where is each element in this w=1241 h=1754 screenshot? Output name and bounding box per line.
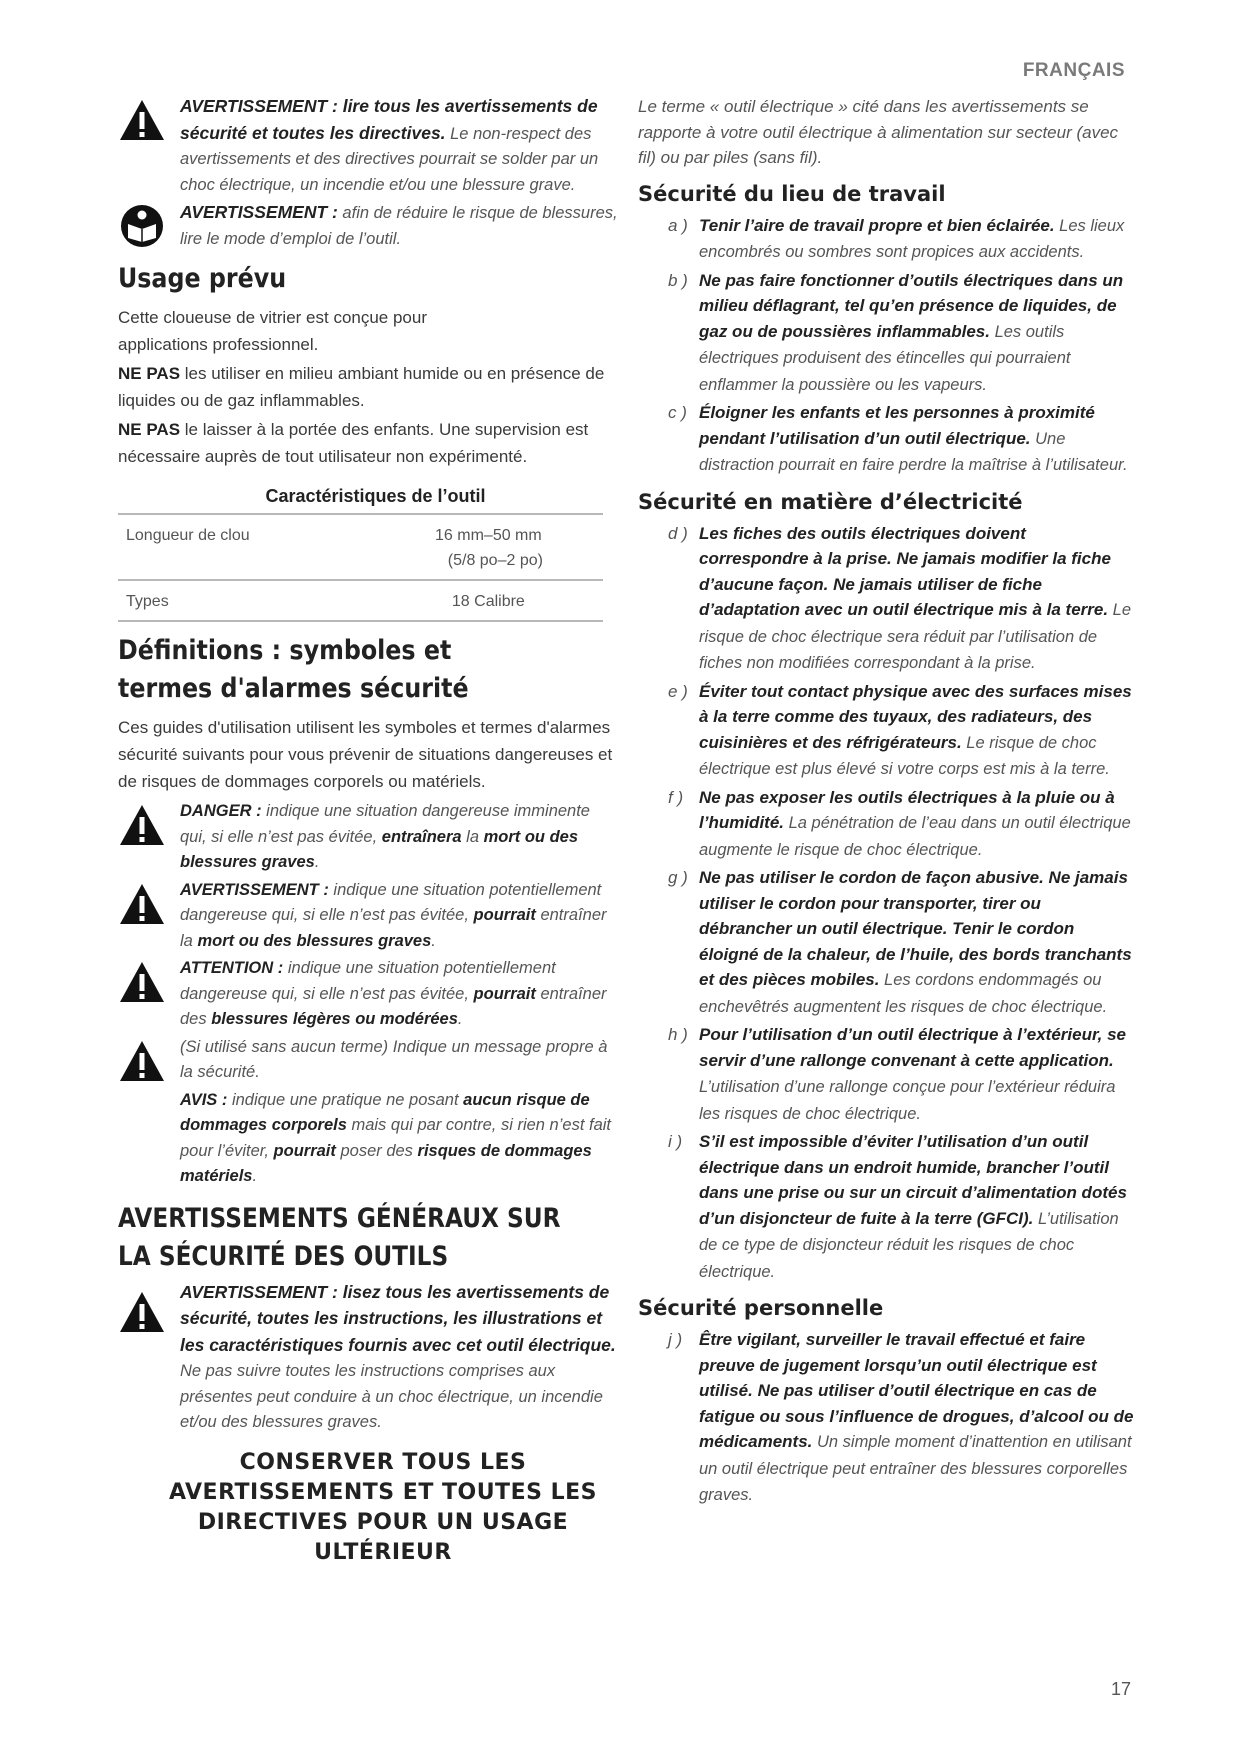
danger-definition: DANGER : indique une situation dangereuse imminente qui, si elle n’est pas évitée, entraînera la mort ou des blessures graves.	[118, 799, 618, 876]
read-manual-icon	[118, 204, 166, 248]
list-item: g ) Ne pas utiliser le cordon de façon abusive. Ne jamais utiliser le cordon pour transporter, tirer ou débrancher un outil électrique. Tenir le cordon éloigné de la chaleur, de l’huile, des bords tranchants et des pièces mobiles. Les cordons endommagés ou enchevêtrés augmentent les risques de choc électrique.	[668, 868, 1132, 1016]
spec-row	[118, 580, 603, 621]
list-item: j ) Être vigilant, surveiller le travail effectué et faire preuve de jugement lorsqu’un outil électrique est utilisé. Ne pas utiliser d’outil électrique en cas de fatigue ou sous l’influence de drogues, d’alcool ou de médicaments. Un simple moment d’inattention en utilisant un outil électrique peut entraîner des blessures corporelles graves.	[668, 1330, 1134, 1504]
warning-read-all-bold: AVERTISSEMENT : lire tous les avertissements de sécurité et toutes les directives.	[180, 96, 598, 143]
warning-triangle-icon	[118, 882, 166, 926]
list-item: f ) Ne pas exposer les outils électriques à la pluie ou à l’humidité. La pénétration de l’eau dans un outil électrique augmente le risque de choc électrique.	[668, 787, 1131, 859]
page-number: 17	[1110, 1679, 1131, 1699]
usage-heading: Usage prévu	[118, 263, 287, 294]
warning-triangle-icon	[118, 98, 166, 142]
spec-value: 18 Calibre	[451, 593, 525, 610]
warning-definition: AVERTISSEMENT : indique une situation potentiellement dangereuse qui, si elle n’est pas évitée, pourrait entraîner la mort ou des blessures graves.	[118, 878, 618, 955]
spec-value: 16 mm–50 mm (5/8 po–2 po)	[435, 527, 543, 569]
electrical-heading: Sécurité en matière d’électricité	[638, 489, 1023, 514]
list-item: b ) Ne pas faire fonctionner d’outils électriques dans un milieu déflagrant, tel qu’en présence de liquides, de gaz ou de poussières inflammables. Les outils électriques produisent des étincelles qui pourraient enflammer la poussière ou les vapeurs.	[668, 270, 1124, 394]
warning-read-manual-text: afin de réduire le risque de blessures, lire le mode d’emploi de l’outil.	[180, 204, 618, 248]
personal-heading: Sécurité personnelle	[638, 1296, 884, 1320]
definitions-heading: Définitions : symboles et termes d'alarmes sécurité	[118, 635, 469, 704]
spec-table	[118, 513, 603, 622]
warning-read-all-text: Le non-respect des avertissements et des directives pourrait se solder par un choc électrique, un incendie et/ou une blessure grave.	[180, 124, 599, 194]
usage-p3: NE PAS le laisser à la portée des enfants. Une supervision est nécessaire auprès de tout utilisateur non expérimenté.	[118, 420, 589, 466]
workplace-heading: Sécurité du lieu de travail	[638, 181, 946, 206]
general-warnings-heading: AVERTISSEMENTS GÉNÉRAUX SUR LA SÉCURITÉ DES OUTILS	[118, 1202, 561, 1272]
warning-read-manual	[118, 200, 618, 252]
left-column	[118, 94, 618, 1568]
right-column	[638, 94, 1136, 1511]
spec-title: Caractéristiques de l’outil	[265, 486, 486, 506]
caution-definition: ATTENTION : indique une situation potentiellement dangereuse qui, si elle n’est pas évitée, pourrait entraîner des blessures légères ou modérées.	[118, 956, 618, 1033]
keep-instructions-banner: CONSERVER TOUS LES AVERTISSEMENTS ET TOUTES LES DIRECTIVES POUR UN USAGE ULTÉRIEUR	[168, 1449, 597, 1565]
list-item: e ) Éviter tout contact physique avec des surfaces mises à la terre comme des tuyaux, des radiateurs, des cuisinières et des réfrigérateurs. Le risque de choc électrique est plus élevé si votre corps est mis à la terre.	[668, 681, 1132, 778]
usage-p1: Cette cloueuse de vitrier est conçue pour applications professionnel.	[118, 308, 428, 354]
spec-label: Longueur de clou	[126, 527, 250, 544]
warning-triangle-icon	[118, 960, 166, 1004]
usage-p2: NE PAS les utiliser en milieu ambiant humide ou en présence de liquides ou de gaz inflammables.	[118, 364, 605, 410]
definitions-intro: Ces guides d'utilisation utilisent les symboles et termes d'alarmes sécurité suivants pour vous prévenir de situations dangereuses et de risques de dommages corporels ou matériels.	[118, 718, 613, 791]
spec-label: Types	[126, 593, 169, 610]
general-warning: AVERTISSEMENT : lisez tous les avertissements de sécurité, toutes les instructions, les illustrations et les caractéristiques fournis avec cet outil électrique. Ne pas suivre toutes les instructions comprises aux présentes peut conduire à un choc électrique, un incendie et/ou des blessures graves.	[118, 1280, 618, 1436]
list-item: h ) Pour l’utilisation d’un outil électrique à l’extérieur, se servir d’une rallonge convenant à cette application. L’utilisation d’une rallonge conçue pour l’extérieur réduira les risques de choc électrique.	[668, 1025, 1126, 1123]
usage-body	[118, 304, 618, 470]
warning-triangle-icon	[118, 1039, 166, 1083]
tool-specifications	[118, 486, 603, 622]
notice-definition: AVIS : indique une pratique ne posant aucun risque de dommages corporels mais qui par contre, si rien n’est fait pour l’éviter, pourrait poser des risques de dommages matériels.	[180, 1090, 612, 1185]
spec-row	[118, 514, 603, 580]
warning-read-manual-bold: AVERTISSEMENT :	[180, 202, 338, 222]
power-tool-intro: Le terme « outil électrique » cité dans les avertissements se rapporte à votre outil électrique à alimentation sur secteur (avec fil) ou par piles (sans fil).	[638, 97, 1119, 167]
warning-triangle-icon	[118, 803, 166, 847]
warning-read-all	[118, 94, 618, 198]
list-item: d ) Les fiches des outils électriques doivent correspondre à la prise. Ne jamais modifier la fiche d’aucune façon. Ne jamais utiliser de fiche d’adaptation avec un outil électrique mis à la terre. Le risque de choc électrique sera réduit par l’utilisation de fiches non modifiées correspondant à la prise.	[668, 523, 1131, 672]
no-term-definition: (Si utilisé sans aucun terme) Indique un message propre à la sécurité.	[118, 1035, 618, 1086]
list-item: a ) Tenir l’aire de travail propre et bien éclairée. Les lieux encombrés ou sombres sont propices aux accidents.	[668, 215, 1125, 261]
list-item: i ) S’il est impossible d’éviter l’utilisation d’un outil électrique dans un endroit humide, brancher l’outil dans une prise ou sur un circuit d’alimentation dotés d’un disjoncteur de fuite à la terre (GFCI). L’utilisation de ce type de disjoncteur réduit les risques de choc électrique.	[668, 1132, 1127, 1281]
language-header: FRANÇAIS	[1022, 60, 1125, 81]
warning-triangle-icon	[118, 1290, 166, 1334]
list-item: c ) Éloigner les enfants et les personnes à proximité pendant l’utilisation d’un outil électrique. Une distraction pourrait en faire perdre la maîtrise à l’utilisateur.	[668, 403, 1128, 474]
